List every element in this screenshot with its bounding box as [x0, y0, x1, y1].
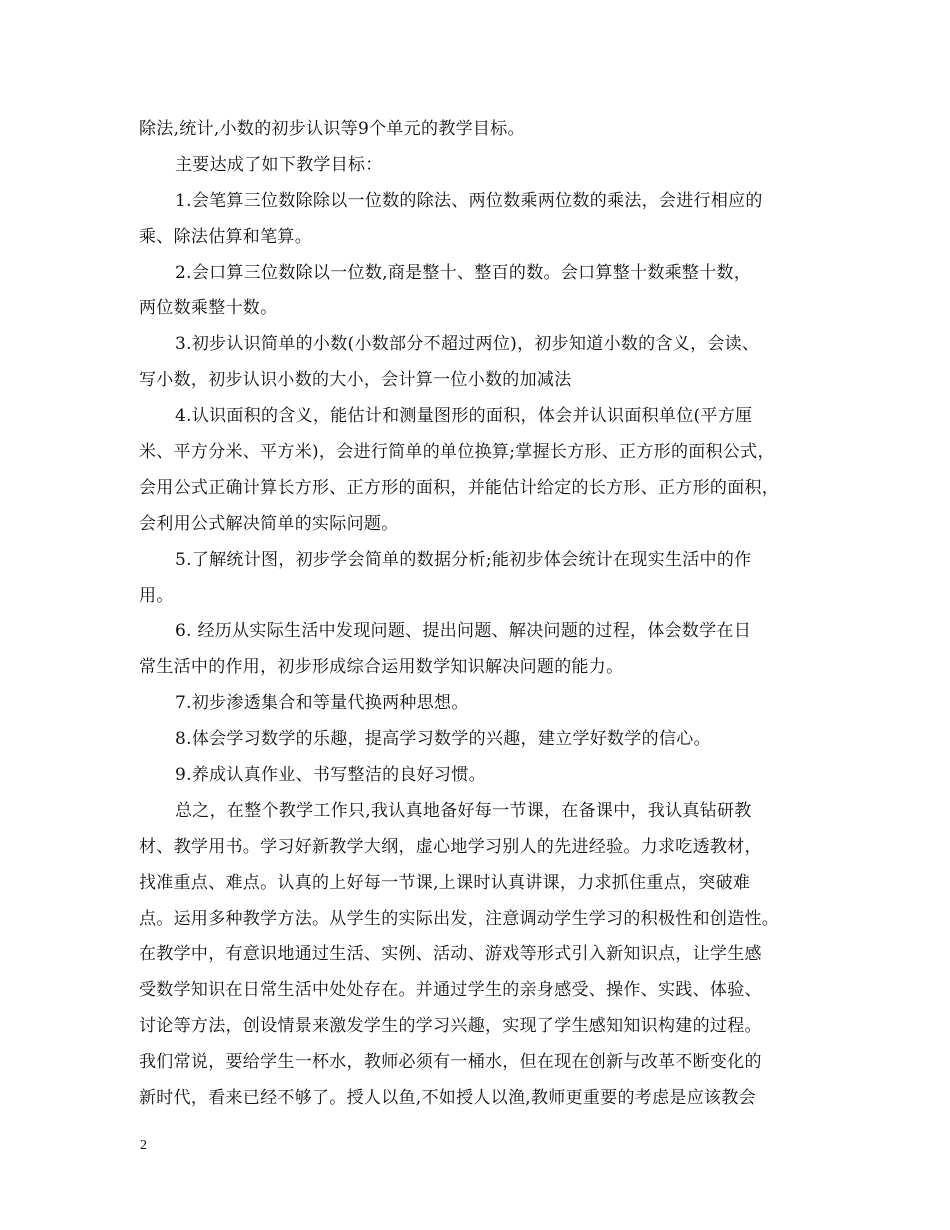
text-line: 常生活中的作用，初步形成综合运用数学知识解决问题的能力。 [139, 657, 624, 678]
text-line: 受数学知识在日常生活中处处存在。并通过学生的亲身感受、操作、实践、体验、 [139, 980, 762, 1001]
text-line: 点。运用多种教学方法。从学生的实际出发，注意调动学生学习的积极性和创造性。 [139, 908, 780, 929]
text-line: 总之，在整个教学工作只,我认真地备好每一节课，在备课中，我认真钻研教 [175, 800, 752, 821]
text-line: 会用公式正确计算长方形、正方形的面积，并能估计给定的长方形、正方形的面积， [139, 477, 780, 498]
text-line: 材、教学用书。学习好新教学大纲，虚心地学习别人的先进经验。力求吃透教材， [139, 836, 762, 857]
text-line: 除法,统计,小数的初步认识等9个单元的教学目标。 [139, 119, 525, 139]
text-line: 写小数，初步认识小数的大小，会计算一位小数的加减法 [139, 370, 572, 391]
text-line: 会利用公式解决简单的实际问题。 [139, 513, 399, 534]
text-line: 主要达成了如下教学目标： [175, 154, 383, 175]
page-number: 2 [140, 1138, 147, 1153]
text-line: 在教学中，有意识地通过生活、实例、活动、游戏等形式引入新知识点，让学生感 [139, 944, 762, 965]
list-item-line: 3.初步认识简单的小数(小数部分不超过两位)，初步知道小数的含义，会读、 [175, 334, 760, 355]
text-line: 讨论等方法，创设情景来激发学生的学习兴趣，实现了学生感知知识构建的过程。 [139, 1016, 762, 1037]
list-item-line: 9.养成认真作业、书写整洁的良好习惯。 [175, 765, 486, 786]
body-text [139, 112, 819, 1117]
list-item-line: 4.认识面积的含义，能估计和测量图形的面积，体会并认识面积单位(平方厘 [175, 406, 753, 427]
list-item-line: 1.会笔算三位数除除以一位数的除法、两位数乘两位数的乘法，会进行相应的 [175, 190, 763, 211]
text-line: 两位数乘整十数。 [139, 298, 278, 319]
text-line: 米、平方分米、平方米)，会进行简单的单位换算;掌握长方形、正方形的面积公式， [139, 442, 775, 463]
text-line: 我们常说，要给学生一杯水，教师必须有一桶水，但在现在创新与改革不断变化的 [139, 1052, 762, 1073]
list-item-line: 7.初步渗透集合和等量代换两种思想。 [175, 693, 469, 714]
text-line: 乘、除法估算和笔算。 [139, 226, 312, 247]
list-item-line: 5.了解统计图，初步学会简单的数据分析;能初步体会统计在现实生活中的作 [175, 549, 752, 570]
list-item-line: 6. 经历从实际生活中发现问题、提出问题、解决问题的过程，体会数学在日 [175, 621, 752, 642]
text-line: 用。 [139, 585, 174, 606]
text-line: 找准重点、难点。认真的上好每一节课,上课时认真讲课，力求抓住重点，突破难 [139, 872, 751, 893]
text-line: 新时代，看来已经不够了。授人以鱼,不如授人以渔,教师更重要的考虑是应该教会 [139, 1088, 756, 1109]
list-item-line: 2.会口算三位数除以一位数,商是整十、整百的数。会口算整十数乘整十数， [175, 262, 752, 283]
list-item-line: 8.体会学习数学的乐趣，提高学习数学的兴趣，建立学好数学的信心。 [175, 729, 711, 750]
